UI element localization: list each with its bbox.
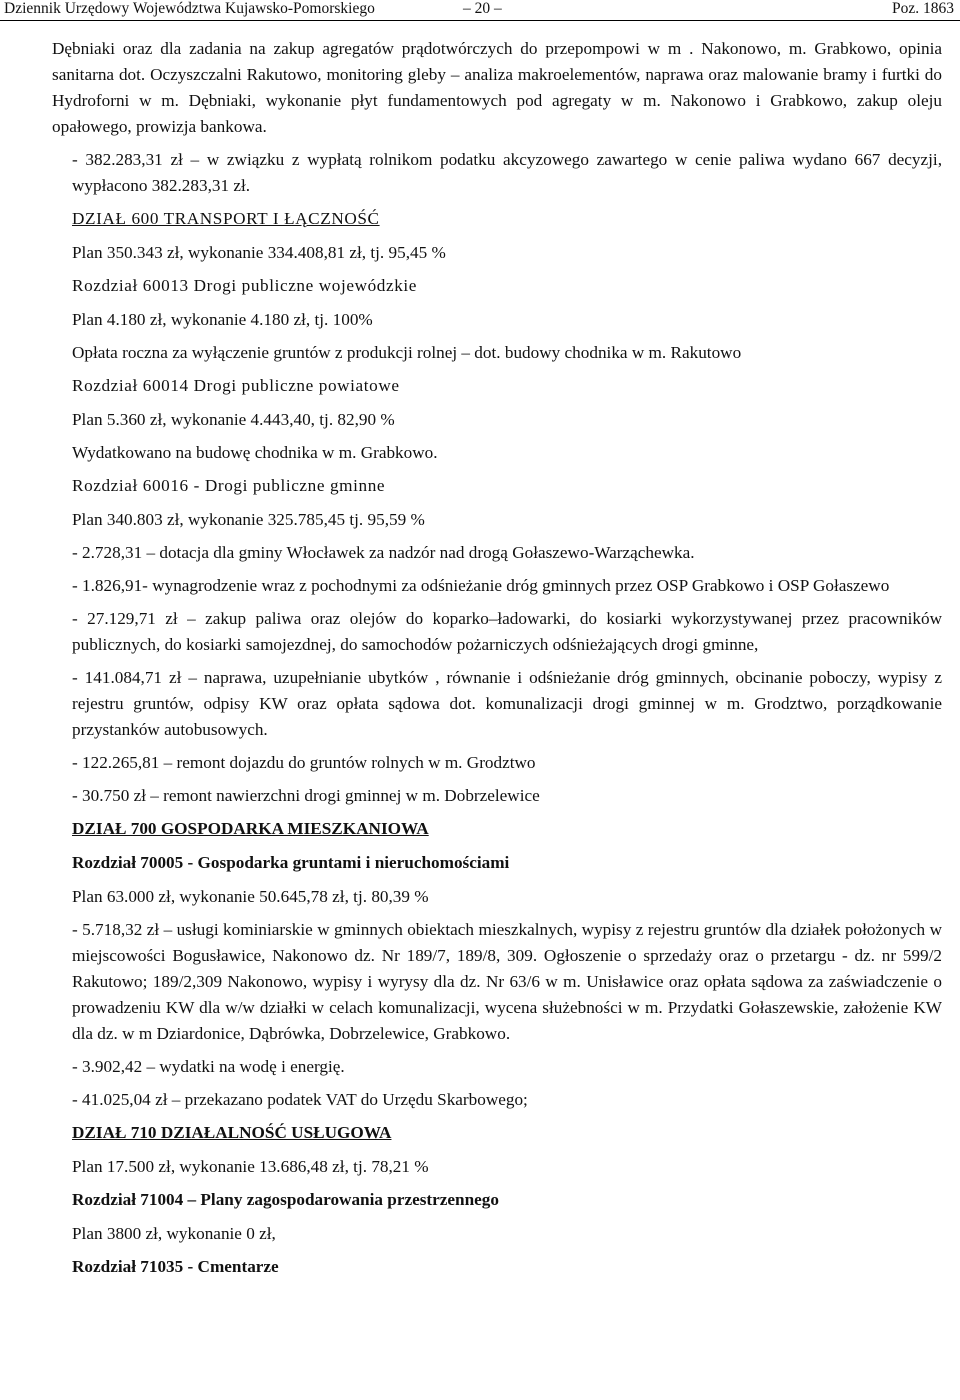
chapter-70005-heading: Rozdział 70005 - Gospodarka gruntami i nieruchomościami xyxy=(72,853,510,872)
chapter-60014-plan: Plan 5.360 zł, wykonanie 4.443,40, tj. 82,90 % xyxy=(72,410,395,429)
chapter-60013-heading: Rozdział 60013 Drogi publiczne wojewódzkie xyxy=(72,276,417,295)
section-heading-600: DZIAŁ 600 TRANSPORT I ŁĄCZNOŚĆ xyxy=(72,209,380,228)
chapter-60016-item: - 1.826,91- wynagrodzenie wraz z pochodnymi za odśnieżanie dróg gminnych przez OSP Grabkowo i OSP Gołaszewo xyxy=(72,576,890,595)
chapter-60016-item: - 2.728,31 – dotacja dla gminy Włocławek za nadzór nad drogą Gołaszewo-Warząchewka. xyxy=(72,543,695,562)
chapter-60014-heading: Rozdział 60014 Drogi publiczne powiatowe xyxy=(72,376,400,395)
chapter-71035-heading: Rozdział 71035 - Cmentarze xyxy=(72,1257,279,1276)
chapter-60016-item: - 30.750 zł – remont nawierzchni drogi gminnej w m. Dobrzelewice xyxy=(72,786,540,805)
paragraph-excise-refund: - 382.283,31 zł – w związku z wypłatą rolnikom podatku akcyzowego zawartego w cenie paliwa wydano 667 decyzji, wypłacono 382.283,31 zł. xyxy=(72,150,942,195)
section-710-plan: Plan 17.500 zł, wykonanie 13.686,48 zł, tj. 78,21 % xyxy=(72,1157,429,1176)
chapter-70005-item: - 41.025,04 zł – przekazano podatek VAT do Urzędu Skarbowego; xyxy=(72,1090,528,1109)
position-number: Poz. 1863 xyxy=(892,0,954,17)
chapter-60013-plan: Plan 4.180 zł, wykonanie 4.180 zł, tj. 100% xyxy=(72,310,373,329)
chapter-60013-description: Opłata roczna za wyłączenie gruntów z produkcji rolnej – dot. budowy chodnika w m. Rakutowo xyxy=(72,343,742,362)
chapter-60016-item: - 122.265,81 – remont dojazdu do gruntów rolnych w m. Grodztwo xyxy=(72,753,536,772)
chapter-71004-heading: Rozdział 71004 – Plany zagospodarowania przestrzennego xyxy=(72,1190,499,1209)
chapter-70005-plan: Plan 63.000 zł, wykonanie 50.645,78 zł, tj. 80,39 % xyxy=(72,887,429,906)
chapter-70005-item: - 5.718,32 zł – usługi kominiarskie w gminnych obiektach mieszkalnych, wypisy z rejestru gruntów dla działek położonych w miejscowości Bogusławice, Nakonowo dz. Nr 189/7, 189/8, 309. Ogłoszenie o sprzedaży oraz o przetargu - dz. nr 599/2 Rakutowo; 189/2,309 Nakonowo, wypisy i wyrysy dla dz. Nr 63/6 w m. Unisławice oraz opłata sądowa za zaświadczenie o prowadzeniu KW dla w/w działki w celach komunalizacji, wycena służebności w m. Przydatki Gołaszewskie, założenie KW dla dz. w m Dziardonice, Dąbrówka, Dobrzelewice, Grabkowo. xyxy=(72,920,942,1043)
journal-title: Dziennik Urzędowy Województwa Kujawsko-Pomorskiego xyxy=(4,0,375,17)
page-number: – 20 – xyxy=(463,0,502,17)
chapter-60016-plan: Plan 340.803 zł, wykonanie 325.785,45 tj. 95,59 % xyxy=(72,510,425,529)
document-body xyxy=(52,36,942,1288)
section-heading-710: DZIAŁ 710 DZIAŁALNOŚĆ USŁUGOWA xyxy=(72,1123,392,1142)
chapter-60016-heading: Rozdział 60016 - Drogi publiczne gminne xyxy=(72,476,386,495)
section-heading-700: DZIAŁ 700 GOSPODARKA MIESZKANIOWA xyxy=(72,819,429,838)
chapter-60014-description: Wydatkowano na budowę chodnika w m. Grabkowo. xyxy=(72,443,438,462)
paragraph-continuation: Dębniaki oraz dla zadania na zakup agregatów prądotwórczych do przepompowi w m . Nakonowo, m. Grabkowo, opinia sanitarna dot. Oczyszczalni Rakutowo, monitoring gleby – analiza makroelementów, naprawa oraz malowanie bramy i furtki do Hydroforni w m. Dębniaki, wykonanie płyt fundamentowych pod agregaty w m. Nakonowo i Grabkowo, zakup oleju opałowego, prowizja bankowa. xyxy=(52,39,942,136)
page-header xyxy=(0,0,960,21)
chapter-70005-item: - 3.902,42 – wydatki na wodę i energię. xyxy=(72,1057,345,1076)
chapter-71004-plan: Plan 3800 zł, wykonanie 0 zł, xyxy=(72,1224,276,1243)
chapter-60016-item: - 141.084,71 zł – naprawa, uzupełnianie ubytków , równanie i odśnieżanie dróg gminnych, obcinanie poboczy, wypisy z rejestru gruntów, odpisy KW oraz opłata sądowa dot. komunalizacji drogi gminnej w m. Grodztwo, porządkowanie przystanków autobusowych. xyxy=(72,668,942,739)
section-600-plan: Plan 350.343 zł, wykonanie 334.408,81 zł, tj. 95,45 % xyxy=(72,243,446,262)
chapter-60016-item: - 27.129,71 zł – zakup paliwa oraz olejów do koparko–ładowarki, do kosiarki wykorzystywanej przez pracowników publicznych, do kosiarki samojezdnej, do samochodów pożarniczych odśnieżających drogi gminne, xyxy=(72,609,942,654)
